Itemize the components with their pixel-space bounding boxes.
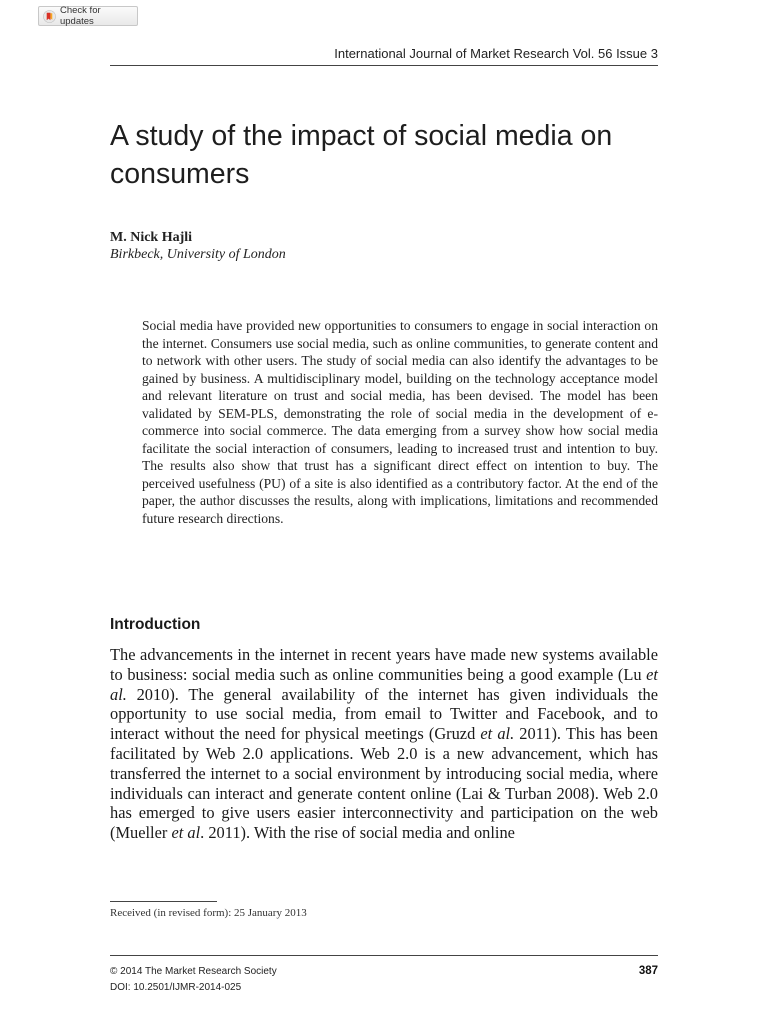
author-name: M. Nick Hajli bbox=[110, 230, 193, 245]
check-for-updates-button[interactable] bbox=[38, 6, 138, 26]
abstract: Social media have provided new opportunities to consumers to engage in social interaction on the internet. Consumers use social media, such as online communities, to generate content and to network with other users. The study of social media can also identify the advantages to be gained by business. A multidisciplinary model, building on the technology acceptance model and relevant literature on trust and social media, has been devised. The model has been validated by SEM-PLS, demonstrating the role of social media in the development of e-commerce into social commerce. The data emerging from a survey show how social media facilitate the social interaction of consumers, leading to increased trust and intention to buy. The results also show that trust has a significant direct effect on intention to buy. The perceived usefulness (PU) of a site is also identified as a contributory factor. At the end of the paper, the author discusses the results, along with implications, limitations and recommended future research directions. bbox=[142, 318, 658, 526]
body-text-segment: . 2011). With the rise of social media and online bbox=[200, 823, 515, 843]
body-text-segment: 2011). This has been facilitated by Web 2.0 applications. Web 2.0 is a new advancement, which has transferred the internet to a social environment by introducing social media, where individuals can interact and generate content online (Lai & Turban 2008). Web 2.0 has emerged to give users easier interconnectivity and participation on the web (Mueller bbox=[110, 724, 658, 843]
body-text-segment: The advancements in the internet in recent years have made new systems available to business: social media such as online communities being a good example (Lu bbox=[110, 645, 658, 684]
check-for-updates-label: Check for updates bbox=[59, 5, 101, 27]
copyright: © 2014 The Market Research Society bbox=[110, 966, 277, 977]
doi: DOI: 10.2501/IJMR-2014-025 bbox=[110, 982, 242, 993]
running-head: International Journal of Market Research Vol. 56 Issue 3 bbox=[334, 46, 658, 61]
citation-italic: et al. bbox=[110, 664, 658, 704]
check-for-updates-icon bbox=[43, 10, 56, 23]
introduction-paragraph bbox=[110, 645, 658, 843]
page-number: 387 bbox=[638, 965, 658, 977]
article-title: A study of the impact of social media on consumers bbox=[110, 120, 613, 190]
body-text-segment: 2010). The general availability of the internet has given individuals the opportunity to use social media, from email to Twitter and Facebook, and to interact without the need for physical meetings (Gruzd bbox=[110, 684, 658, 744]
citation-italic: et al. bbox=[480, 724, 515, 744]
received-note: Received (in revised form): 25 January 2013 bbox=[110, 907, 307, 919]
header-rule bbox=[110, 65, 658, 66]
section-heading-introduction: Introduction bbox=[110, 616, 201, 633]
author-affiliation: Birkbeck, University of London bbox=[110, 247, 286, 262]
citation-italic: et al bbox=[171, 823, 201, 843]
footer-rule bbox=[110, 955, 658, 956]
footnote-rule bbox=[110, 901, 217, 902]
